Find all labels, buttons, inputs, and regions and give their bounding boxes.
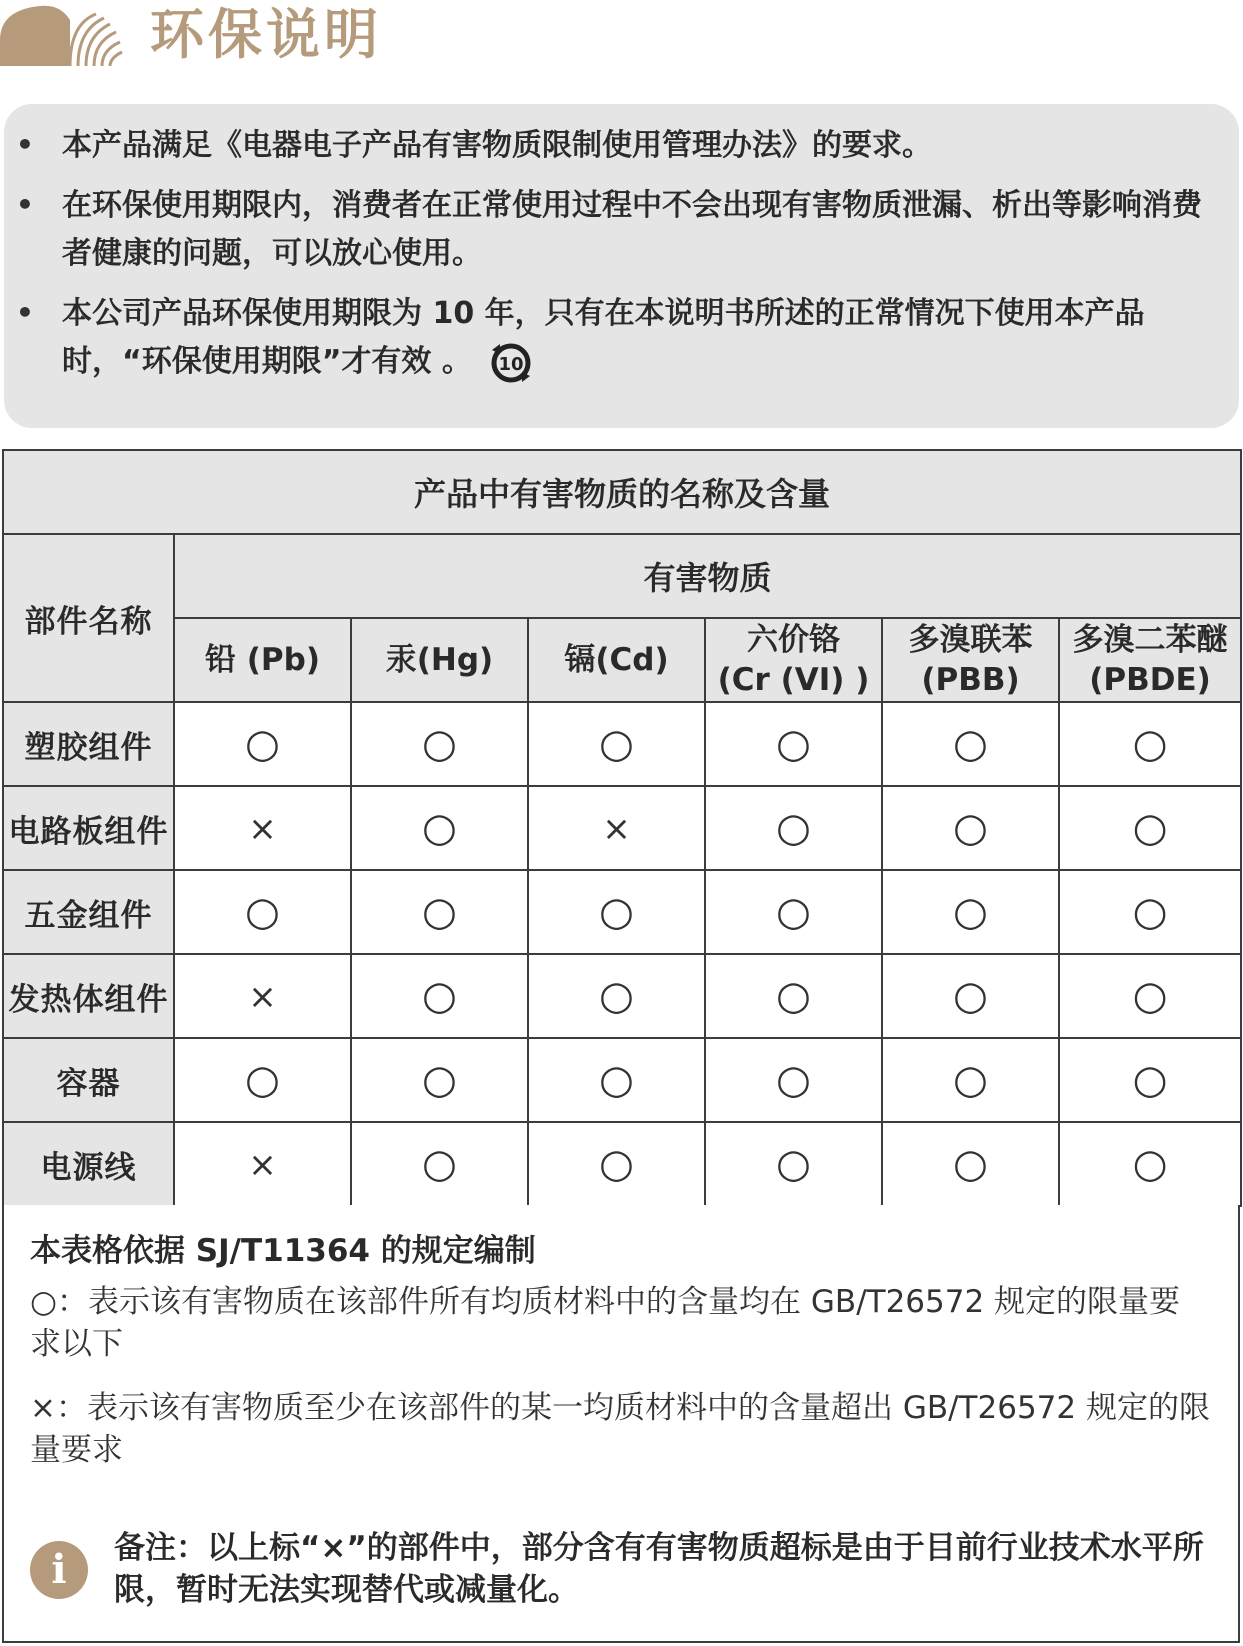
circle-mark: ○: [422, 889, 457, 935]
cross-mark: ×: [248, 808, 277, 849]
info-icon: i: [30, 1541, 88, 1599]
circle-mark: ○: [776, 721, 811, 767]
column-header-line: 铅 (Pb): [204, 642, 321, 678]
circle-mark: ○: [1132, 973, 1168, 1019]
substance-mark-cell: [351, 702, 528, 786]
remark: [4, 1527, 1242, 1627]
notes-basis: 本表格依据 SJ/T11364 的规定编制: [30, 1233, 536, 1269]
substance-mark-cell: [528, 702, 705, 786]
row-part-name: 塑胶组件: [3, 702, 174, 786]
row-part-name: 电路板组件: [3, 786, 174, 870]
substance-mark-cell: [1059, 786, 1241, 870]
substance-mark-cell: [1059, 1038, 1241, 1122]
circle-mark: ○: [953, 889, 988, 935]
substance-mark-cell: [351, 786, 528, 870]
substance-mark-cell: [528, 954, 705, 1038]
column-header-line: (Cr (VI) ): [717, 662, 870, 698]
column-header-line: 多溴二苯醚: [1072, 622, 1228, 658]
circle-mark: ○: [245, 889, 280, 935]
table-row: [3, 954, 1241, 1038]
column-header-line: 六价铬: [747, 622, 840, 658]
circle-mark: ○: [599, 1141, 634, 1187]
row-part-name: 五金组件: [3, 870, 174, 954]
part-name-header: 部件名称: [3, 534, 174, 702]
notice-text: 本产品满足《电器电子产品有害物质限制使用管理办法》的要求。: [62, 128, 932, 163]
circle-mark: ○: [245, 1057, 280, 1103]
remark-text: 备注：以上标“×”的部件中，部分含有有害物质超标是由于目前行业技术水平所限，暂时无法实现替代或减量化。: [114, 1530, 1204, 1608]
circle-mark: ○: [422, 1141, 457, 1187]
column-header-line: (PBB): [921, 662, 1020, 698]
substance-mark-cell: [882, 870, 1059, 954]
circle-mark: ○: [953, 721, 988, 767]
cross-mark: ×: [602, 808, 631, 849]
bullet-icon: •: [16, 188, 34, 221]
cross-mark: ×: [248, 1144, 277, 1185]
substance-mark-cell: [174, 1122, 351, 1206]
column-header-cd: [528, 618, 705, 702]
page-title: 环保说明: [150, 3, 382, 66]
substance-mark-cell: [174, 870, 351, 954]
circle-mark: ○: [776, 1141, 811, 1187]
substance-mark-cell: [528, 1038, 705, 1122]
substance-mark-cell: [705, 786, 882, 870]
circle-mark: ○: [776, 805, 811, 851]
column-header-cr6: [705, 618, 882, 702]
notice-text-with-badge: [62, 290, 1222, 386]
circle-mark: ○: [1132, 1057, 1168, 1103]
substance-mark-cell: [528, 786, 705, 870]
column-header-pbde: [1059, 618, 1241, 702]
substance-mark-cell: [705, 702, 882, 786]
substance-mark-cell: [174, 786, 351, 870]
substance-mark-cell: [705, 1122, 882, 1206]
circle-mark: ○: [776, 973, 811, 1019]
substance-mark-cell: [1059, 702, 1241, 786]
circle-mark: ○: [599, 973, 634, 1019]
substance-mark-cell: [351, 1122, 528, 1206]
substance-mark-cell: [1059, 1122, 1241, 1206]
eco-period-10-icon: [486, 340, 536, 386]
badge-label: 10: [498, 353, 524, 375]
bullet-icon: •: [16, 296, 34, 329]
substance-mark-cell: [174, 1038, 351, 1122]
circle-mark: ○: [776, 889, 811, 935]
circle-mark: ○: [422, 1057, 457, 1103]
substance-mark-cell: [705, 870, 882, 954]
circle-mark: ○: [422, 721, 457, 767]
notes-section: [2, 1205, 1240, 1643]
substance-mark-cell: [705, 954, 882, 1038]
substance-mark-cell: [882, 786, 1059, 870]
bullet-icon: •: [16, 128, 34, 161]
hazardous-substance-table: [2, 449, 1242, 1207]
circle-mark: ○: [1132, 721, 1168, 767]
table-row: [3, 702, 1241, 786]
circle-mark: ○: [953, 973, 988, 1019]
circle-mark: ○: [245, 721, 280, 767]
table-row: [3, 1122, 1241, 1206]
cross-note: ×：表示该有害物质至少在该部件的某一均质材料中的含量超出 GB/T26572 规定的限量要求: [30, 1390, 1210, 1468]
substance-mark-cell: [882, 1038, 1059, 1122]
substance-mark-cell: [1059, 870, 1241, 954]
arc-logo-icon: [0, 0, 125, 66]
column-header-hg: [351, 618, 528, 702]
circle-note: ○：表示该有害物质在该部件所有均质材料中的含量均在 GB/T26572 规定的限量要求以下: [30, 1284, 1181, 1362]
column-header-pbb: [882, 618, 1059, 702]
circle-mark: ○: [599, 889, 634, 935]
substance-mark-cell: [174, 702, 351, 786]
cross-mark: ×: [248, 976, 277, 1017]
circle-mark: ○: [599, 1057, 634, 1103]
page-header: [0, 0, 1243, 70]
column-header-pb: [174, 618, 351, 702]
circle-mark: ○: [1132, 889, 1168, 935]
column-header-line: 多溴联苯: [908, 622, 1033, 658]
substance-mark-cell: [351, 1038, 528, 1122]
notice-box: [4, 104, 1239, 428]
column-header-line: 汞(Hg): [385, 642, 494, 678]
substance-header: 有害物质: [174, 534, 1241, 618]
substance-mark-cell: [1059, 954, 1241, 1038]
circle-mark: ○: [776, 1057, 811, 1103]
row-part-name: 电源线: [3, 1122, 174, 1206]
circle-mark: ○: [953, 1057, 988, 1103]
notice-text: 在环保使用期限内，消费者在正常使用过程中不会出现有害物质泄漏、析出等影响消费者健康的问题，可以放心使用。: [62, 188, 1202, 271]
substance-mark-cell: [528, 870, 705, 954]
table-row: [3, 870, 1241, 954]
substance-mark-cell: [351, 954, 528, 1038]
notice-text: 本公司产品环保使用期限为 10 年，只有在本说明书所述的正常情况下使用本产品时，“环保使用期限”才有效 。: [62, 296, 1145, 379]
table-row: [3, 1038, 1241, 1122]
substance-mark-cell: [882, 954, 1059, 1038]
substance-mark-cell: [882, 1122, 1059, 1206]
substance-mark-cell: [174, 954, 351, 1038]
circle-mark: ○: [1132, 805, 1168, 851]
column-header-line: (PBDE): [1089, 662, 1211, 698]
table-row: [3, 786, 1241, 870]
table-caption: 产品中有害物质的名称及含量: [3, 450, 1241, 534]
row-part-name: 容器: [3, 1038, 174, 1122]
table-body: [3, 702, 1241, 1206]
circle-mark: ○: [599, 721, 634, 767]
circle-mark: ○: [953, 805, 988, 851]
circle-mark: ○: [422, 805, 457, 851]
row-part-name: 发热体组件: [3, 954, 174, 1038]
substance-mark-cell: [351, 870, 528, 954]
circle-mark: ○: [1132, 1141, 1168, 1187]
circle-mark: ○: [422, 973, 457, 1019]
column-header-line: 镉(Cd): [564, 642, 669, 678]
substance-mark-cell: [705, 1038, 882, 1122]
circle-mark: ○: [953, 1141, 988, 1187]
substance-mark-cell: [882, 702, 1059, 786]
substance-mark-cell: [528, 1122, 705, 1206]
